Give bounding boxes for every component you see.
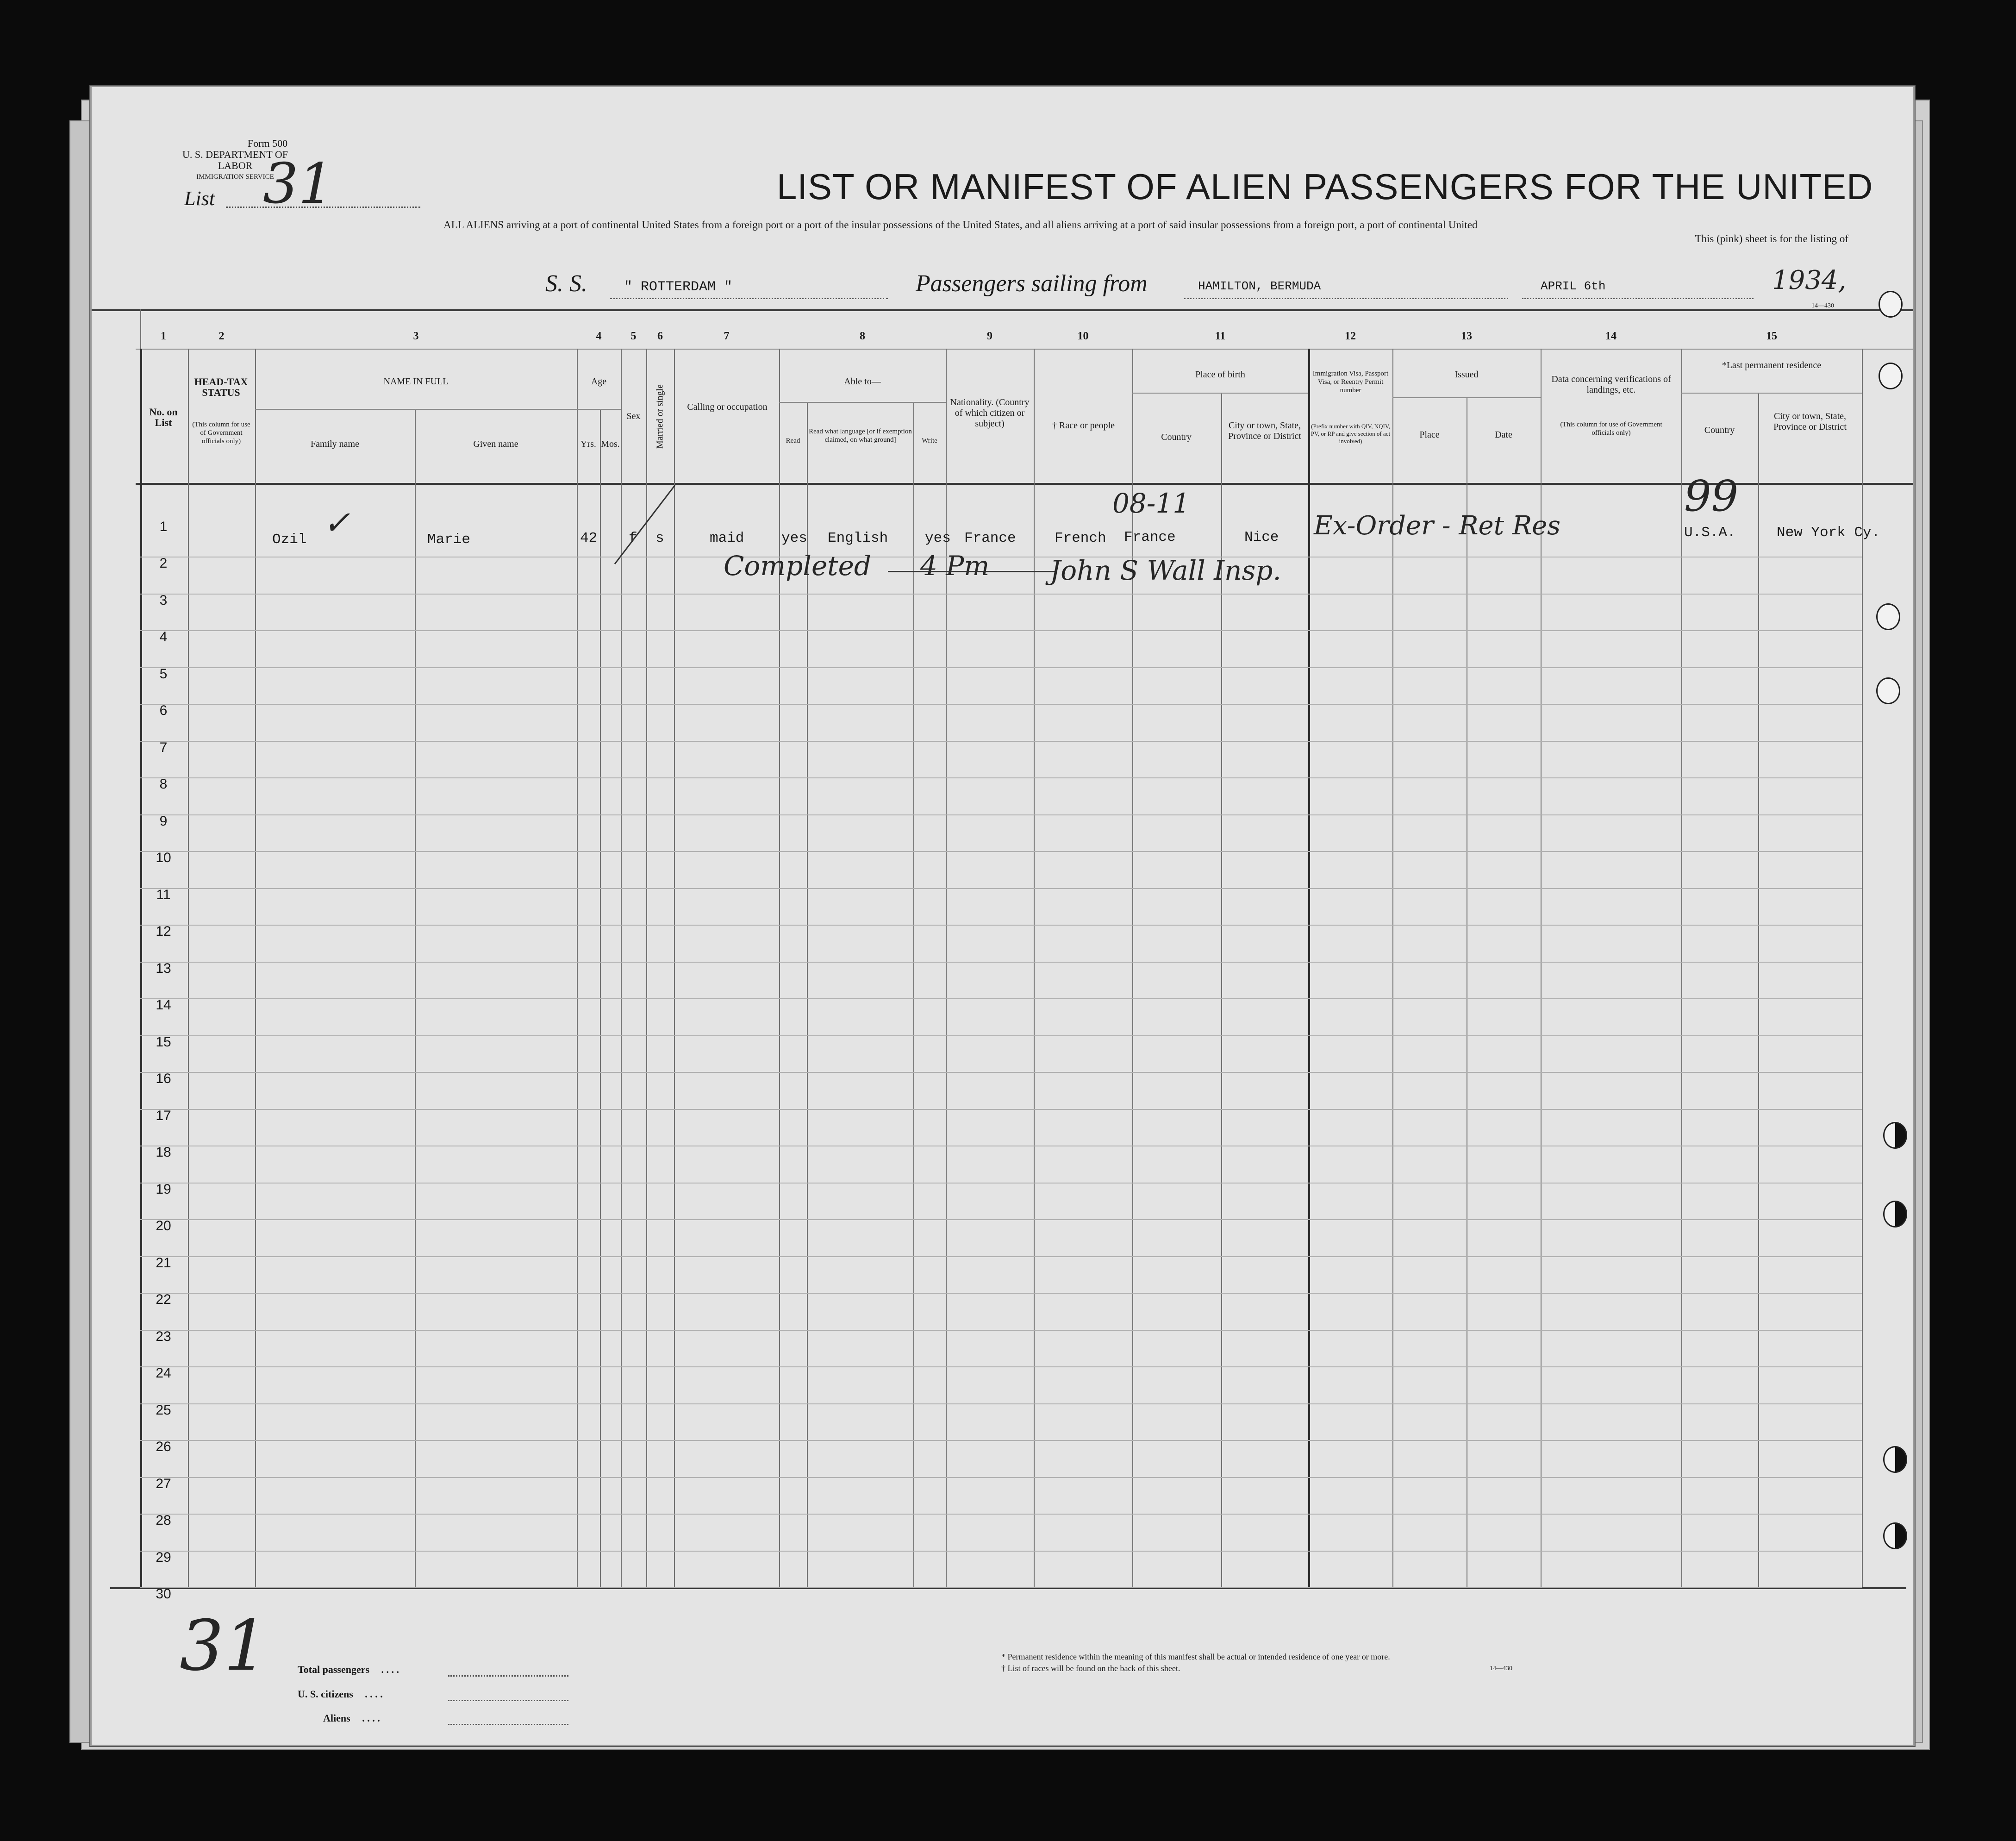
diagonal-strike <box>612 483 677 566</box>
row-line <box>140 1330 1862 1331</box>
row-number: 6 <box>159 703 168 718</box>
hdr-res-city: City or town, State, Province or District <box>1773 411 1847 432</box>
column-line <box>1034 349 1035 1587</box>
column-line <box>1758 393 1759 1587</box>
race-cell: French <box>1055 530 1106 546</box>
total-passengers-label: Total passengers . . . . <box>298 1664 399 1675</box>
row-line <box>140 851 1862 852</box>
aliens-line <box>448 1724 568 1725</box>
footer-form-code: 14—430 <box>1490 1665 1512 1672</box>
footnote-1: * Permanent residence within the meaning of this manifest shall be actual or intended residence of one year or more. <box>1001 1652 1390 1661</box>
us-citizens-line <box>448 1700 568 1701</box>
column-line <box>913 402 914 1587</box>
pm-note: 4 Pm <box>920 550 990 582</box>
row-number: 11 <box>156 887 171 902</box>
row-number: 2 <box>159 556 168 571</box>
hdr-last-perm: *Last permanent residence <box>1722 360 1822 370</box>
punch-hole <box>1883 1446 1907 1473</box>
checkmark: ✓ <box>323 504 350 542</box>
hdr-issued-date: Date <box>1495 430 1512 440</box>
punch-hole <box>1879 363 1903 389</box>
ship-line <box>610 298 888 299</box>
row-line <box>140 1403 1862 1404</box>
row-line <box>140 667 1862 668</box>
hdr-calling: Calling or occupation <box>687 402 768 412</box>
hdr-data-verif-note: (This column for use of Government officials only) <box>1560 421 1662 437</box>
hdr-issued: Issued <box>1454 369 1479 380</box>
row-number: 24 <box>156 1365 171 1381</box>
row-line <box>140 1440 1862 1441</box>
hdr-name-in-full: NAME IN FULL <box>383 376 449 387</box>
code-99: 99 <box>1684 471 1739 521</box>
ship-name: " ROTTERDAM " <box>624 279 733 295</box>
row-line <box>140 630 1862 631</box>
colnum-6: 6 <box>657 330 663 342</box>
hdr-visa-note: (Prefix number with QIV, NQIV, PV, or RP and give section of act involved) <box>1311 423 1391 445</box>
punch-hole <box>1883 1201 1907 1227</box>
hdr-age: Age <box>591 376 607 387</box>
row-line <box>140 1587 1862 1588</box>
total-passengers-line <box>448 1675 568 1677</box>
colnum-15: 15 <box>1766 330 1777 342</box>
column-line <box>255 349 256 1587</box>
write-cell: yes <box>925 530 951 546</box>
row-line <box>140 998 1862 999</box>
hdr-no-on-list: No. on List <box>149 406 178 428</box>
row-number: 20 <box>156 1218 171 1234</box>
row-line <box>140 1293 1862 1294</box>
row-number: 25 <box>156 1402 171 1418</box>
us-citizens-label: U. S. citizens . . . . <box>298 1688 383 1700</box>
header-bottom-rule <box>136 483 1913 485</box>
birth-sub-rule <box>1132 393 1308 394</box>
row-number: 19 <box>156 1181 171 1197</box>
row-number: 3 <box>159 592 168 608</box>
row-number: 17 <box>156 1108 171 1123</box>
hdr-yrs: Yrs. <box>580 439 596 449</box>
column-line <box>140 309 141 349</box>
hdr-read: Read <box>786 437 800 445</box>
colnum-12: 12 <box>1345 330 1356 342</box>
row-number: 1 <box>159 519 168 534</box>
colnum-8: 8 <box>860 330 865 342</box>
row-number: 9 <box>159 813 168 829</box>
row-number: 16 <box>156 1071 171 1086</box>
row-line <box>140 1072 1862 1073</box>
res-city-cell: New York Cy. <box>1777 525 1880 541</box>
footer-mark: 31 <box>180 1606 268 1686</box>
column-line <box>779 349 780 1587</box>
row-line <box>140 962 1862 963</box>
hdr-given-name: Given name <box>473 439 518 449</box>
row-number: 8 <box>159 776 168 792</box>
punch-hole <box>1876 603 1900 630</box>
footnote-2: † List of races will be found on the back of this sheet. <box>1001 1664 1180 1673</box>
hdr-able-to: Able to— <box>844 376 881 387</box>
row-line <box>140 1256 1862 1257</box>
age-sub-rule <box>577 409 621 410</box>
hdr-sex: Sex <box>626 411 641 421</box>
sailing-label: Passengers sailing from <box>916 270 1148 297</box>
pm-strike <box>888 571 1055 572</box>
nationality-cell: France <box>964 530 1016 546</box>
colnum-13: 13 <box>1461 330 1472 342</box>
subtitle: ALL ALIENS arriving at a port of continental United States from a foreign port or a port of the insular possessions of the United States, and all aliens arriving at a port of said insular possessions from a foreign port, a port of continental United <box>443 219 1478 231</box>
language-cell: English <box>828 530 888 546</box>
row-line <box>140 594 1862 595</box>
hdr-race: † Race or people <box>1052 420 1115 431</box>
row-number: 30 <box>156 1586 171 1602</box>
hdr-head-tax-note: (This column for use of Government officials only) <box>192 421 250 445</box>
hdr-place-of-birth: Place of birth <box>1195 369 1245 380</box>
colnum-4: 4 <box>596 330 602 342</box>
hdr-nationality: Nationality. (Country of which citizen or subject) <box>950 397 1030 429</box>
aliens-label: Aliens . . . . <box>323 1712 380 1724</box>
row-number: 22 <box>156 1292 171 1307</box>
row-number: 4 <box>159 629 168 645</box>
sex-cell: f <box>629 530 637 546</box>
manifest-sheet <box>90 86 1915 1746</box>
form-code-top: 14—430 <box>1811 302 1834 309</box>
row-line <box>140 1183 1862 1184</box>
hdr-res-country: Country <box>1704 425 1735 435</box>
issued-sub-rule <box>1392 397 1541 398</box>
port: HAMILTON, BERMUDA <box>1198 279 1321 293</box>
hdr-visa: Immigration Visa, Passport Visa, or Reentry Permit number <box>1312 370 1389 394</box>
colnum-9: 9 <box>987 330 992 342</box>
punch-hole <box>1883 1122 1907 1149</box>
row-number: 10 <box>156 850 171 865</box>
hdr-birth-city: City or town, State, Province or District <box>1228 420 1301 441</box>
row-number: 5 <box>159 666 168 682</box>
ss-label: S. S. <box>545 270 587 297</box>
date-line <box>1522 298 1754 299</box>
age-yrs-cell: 42 <box>580 530 598 546</box>
birth-city-cell: Nice <box>1244 529 1279 545</box>
punch-hole <box>1883 1522 1907 1549</box>
row-line <box>140 1035 1862 1036</box>
column-line <box>1308 349 1310 1587</box>
hdr-read-lang: Read what language [or if exemption claimed, on what ground] <box>809 428 912 444</box>
row-number: 13 <box>156 960 171 976</box>
punch-hole <box>1879 291 1903 318</box>
hdr-write: Write <box>922 437 937 445</box>
colnum-5: 5 <box>630 330 637 342</box>
hdr-mos: Mos. <box>601 439 620 449</box>
row-line <box>140 1366 1862 1367</box>
punch-hole <box>1876 677 1900 704</box>
given-name-cell: Marie <box>427 532 471 548</box>
hdr-head-tax: HEAD-TAX STATUS <box>194 376 248 398</box>
married-cell: s <box>655 530 664 546</box>
port-line <box>1184 298 1508 299</box>
date: APRIL 6th <box>1541 279 1606 293</box>
colnum-11: 11 <box>1215 330 1226 342</box>
colnum-7: 7 <box>724 330 730 342</box>
hdr-issued-place: Place <box>1419 430 1440 440</box>
hdr-family-name: Family name <box>311 439 359 449</box>
birth-country-cell: France <box>1124 529 1176 545</box>
colnum-1: 1 <box>161 330 166 342</box>
row-line <box>140 741 1862 742</box>
colnum-14: 14 <box>1605 330 1617 342</box>
residence-sub-rule <box>1681 393 1862 394</box>
colnum-10: 10 <box>1077 330 1089 342</box>
row-number: 7 <box>159 739 168 755</box>
family-name-cell: Ozil <box>272 532 307 548</box>
name-sub-rule <box>255 409 577 410</box>
row-number: 29 <box>156 1549 171 1565</box>
row-number: 27 <box>156 1476 171 1491</box>
hdr-data-verif: Data concerning verifications of landings, etc. <box>1551 374 1671 395</box>
list-number: 31 <box>263 152 334 216</box>
row-number: 18 <box>156 1145 171 1160</box>
colnum-2: 2 <box>218 330 225 342</box>
hdr-birth-country: Country <box>1161 432 1192 442</box>
colnum-rule <box>136 349 1913 350</box>
row-line <box>140 777 1862 778</box>
row-line <box>140 1551 1862 1552</box>
row-line <box>140 814 1862 815</box>
row-line <box>140 1514 1862 1515</box>
row-line <box>140 1219 1862 1220</box>
inspector-note: John S Wall Insp. <box>1050 555 1281 586</box>
code-0811: 08-11 <box>1112 488 1190 519</box>
header-top-rule <box>92 309 1913 311</box>
year: 1934, <box>1772 265 1847 295</box>
row-number: 26 <box>156 1439 171 1454</box>
subtitle-2: This (pink) sheet is for the listing of <box>1695 233 1848 244</box>
list-label: List <box>184 187 215 210</box>
row-line <box>140 704 1862 705</box>
column-line <box>188 349 189 1587</box>
form-number: Form 500 U. S. DEPARTMENT OF LABOR IMMIGRATION SERVICE <box>182 138 288 181</box>
row-number: 21 <box>156 1255 171 1271</box>
completed-note: Completed <box>724 550 872 582</box>
able-sub-rule <box>779 402 946 403</box>
colnum-3: 3 <box>413 330 419 342</box>
row-number: 28 <box>156 1513 171 1528</box>
row-number: 23 <box>156 1328 171 1344</box>
row-line <box>140 925 1862 926</box>
column-line <box>577 349 578 1587</box>
row-line <box>140 888 1862 889</box>
hdr-married: Married or single <box>655 384 665 449</box>
read-cell: yes <box>781 530 807 546</box>
visa-cell: Ex-Order - Ret Res <box>1314 511 1561 541</box>
row-number: 14 <box>156 997 171 1013</box>
row-line <box>140 1477 1862 1478</box>
page-title: LIST OR MANIFEST OF ALIEN PASSENGERS FOR THE UNITED <box>777 166 1873 207</box>
row-number: 15 <box>156 1034 171 1050</box>
res-country-cell: U.S.A. <box>1684 525 1736 541</box>
row-number: 12 <box>156 924 171 939</box>
row-line <box>140 1109 1862 1110</box>
column-line <box>1681 349 1682 1587</box>
occupation-cell: maid <box>710 530 744 546</box>
